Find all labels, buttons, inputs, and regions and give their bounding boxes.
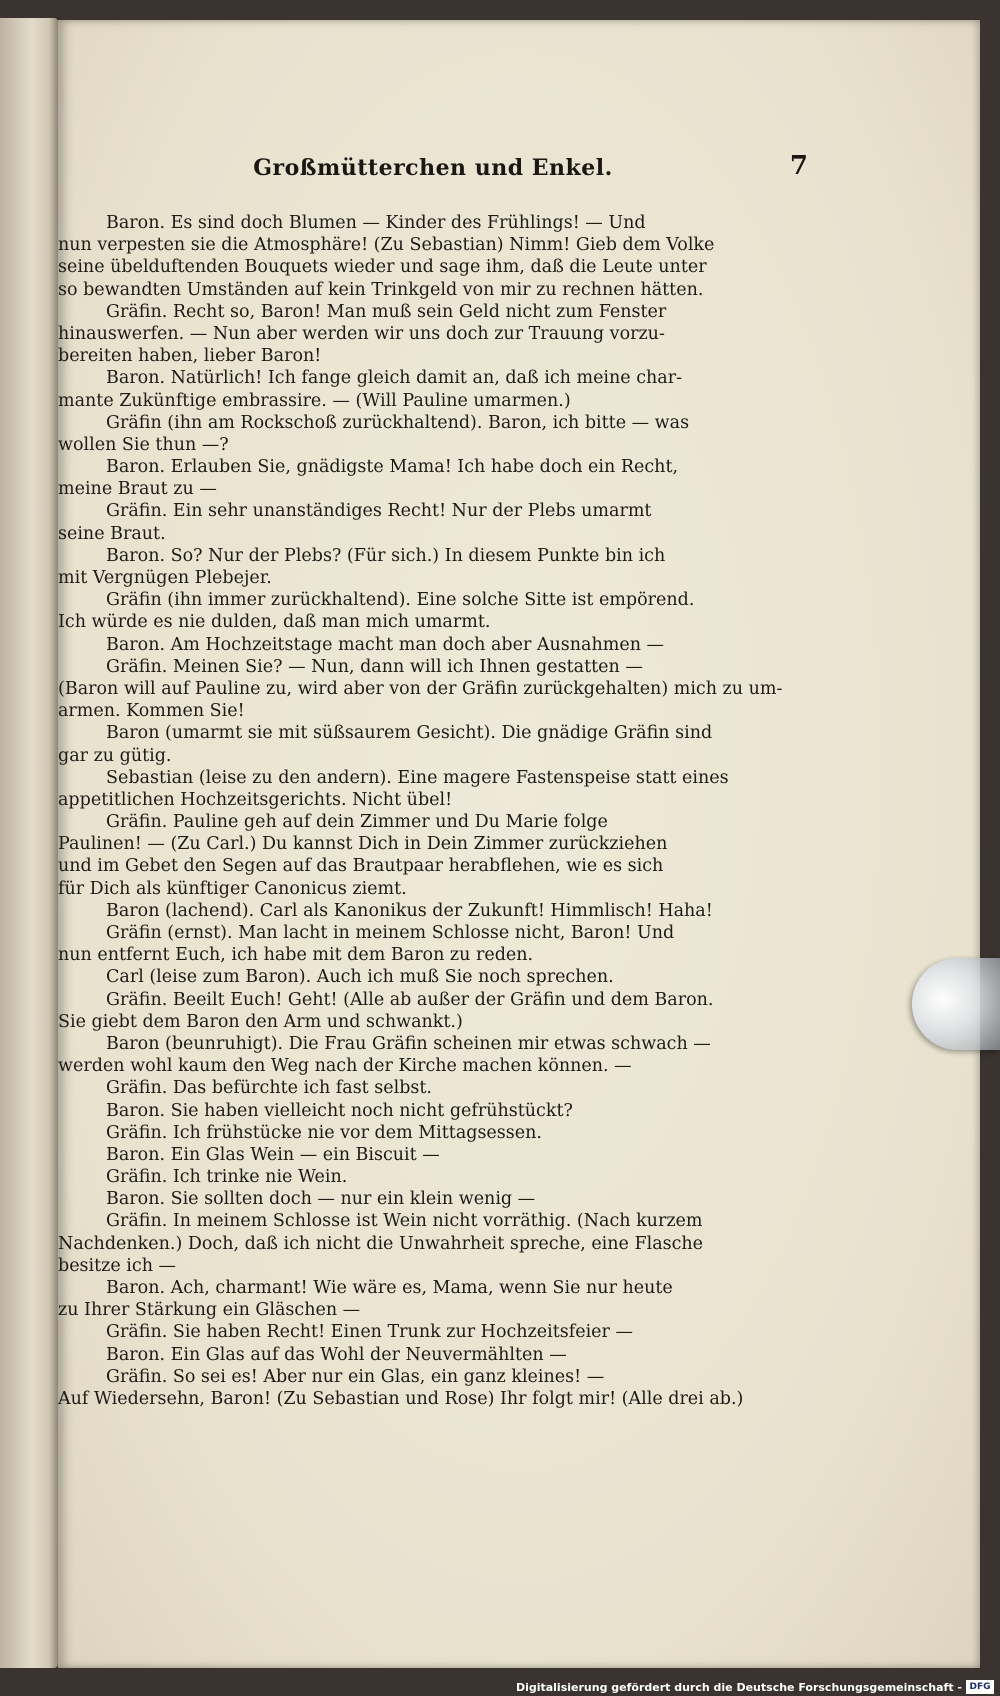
text-line: Carl (leise zum Baron). Auch ich muß Sie noch sprechen. (106, 967, 614, 988)
page-number: 7 (789, 151, 808, 181)
dfg-logo-icon: DFG (966, 1680, 994, 1694)
text-line: Baron. Ach, charmant! Wie wäre es, Mama, wenn Sie nur heute (106, 1278, 673, 1298)
text-line: Gräfin. Ich frühstücke nie vor dem Mittagsessen. (106, 1122, 542, 1143)
text-line: hinauswerfen. — Nun aber werden wir uns doch zur Trauung vorzu- (58, 323, 665, 344)
text-line: Baron. So? Nur der Plebs? (Für sich.) In diesem Punkte bin ich (106, 545, 666, 566)
text-line: Baron (umarmt sie mit süßsaurem Gesicht). Die gnädige Gräfin sind (106, 723, 713, 744)
text-line: Gräfin. So sei es! Aber nur ein Glas, ein ganz kleines! — (106, 1366, 605, 1387)
text-line: Nachdenken.) Doch, daß ich nicht die Unwahrheit spreche, eine Flasche (58, 1233, 704, 1254)
text-line: Baron (beunruhigt). Die Frau Gräfin scheinen mir etwas schwach — (106, 1033, 711, 1054)
text-line: mante Zukünftige embrassire. — (Will Pauline umarmen.) (58, 390, 571, 411)
text-line: Baron. Sie haben vielleicht noch nicht gefrühstückt? (106, 1100, 573, 1121)
text-line: bereiten haben, lieber Baron! (58, 346, 322, 367)
text-line: Baron. Am Hochzeitstage macht man doch aber Ausnahmen — (106, 634, 665, 655)
text-line: Baron (lachend). Carl als Kanonikus der Zukunft! Himmlisch! Haha! (106, 900, 713, 921)
text-line: Gräfin. Das befürchte ich fast selbst. (106, 1078, 432, 1099)
text-line: Auf Wiedersehn, Baron! (Zu Sebastian und Rose) Ihr folgt mir! (Alle drei ab.) (58, 1388, 744, 1409)
page-turn-handle[interactable] (912, 958, 1000, 1050)
text-line: mit Vergnügen Plebejer. (58, 568, 272, 588)
footer-credit: Digitalisierung gefördert durch die Deutsche Forschungsgemeinschaft - (515, 1681, 962, 1694)
text-line: Gräfin. In meinem Schlosse ist Wein nicht vorräthig. (Nach kurzem (106, 1211, 703, 1232)
text-line: wollen Sie thun —? (58, 434, 229, 455)
text-line: Gräfin (ernst). Man lacht in meinem Schlosse nicht, Baron! Und (106, 923, 675, 943)
running-title: Großmütterchen und Enkel. (253, 155, 613, 181)
text-line: Gräfin. Recht so, Baron! Man muß sein Geld nicht zum Fenster (106, 301, 667, 322)
text-line: seine übelduftenden Bouquets wieder und sage ihm, daß die Leute unter (58, 257, 707, 278)
text-line: besitze ich — (58, 1255, 177, 1276)
text-line: seine Braut. (58, 523, 166, 544)
text-line: Gräfin. Meinen Sie? — Nun, dann will ich Ihnen gestatten — (106, 656, 643, 677)
text-line: Sie giebt dem Baron den Arm und schwankt.) (58, 1011, 463, 1032)
text-line: Baron. Sie sollten doch — nur ein klein wenig — (106, 1189, 536, 1210)
text-line: Baron. Ein Glas Wein — ein Biscuit — (106, 1144, 440, 1165)
text-line: und im Gebet den Segen auf das Brautpaar herabflehen, wie es sich (58, 856, 664, 877)
text-line: Baron. Ein Glas auf das Wohl der Neuvermählten — (106, 1344, 567, 1365)
text-line: Gräfin (ihn immer zurückhaltend). Eine solche Sitte ist empörend. (106, 590, 695, 611)
text-line: Baron. Es sind doch Blumen — Kinder des Frühlings! — Und (106, 213, 646, 233)
text-line: Ich würde es nie dulden, daß man mich umarmt. (58, 612, 491, 633)
text-line: meine Braut zu — (58, 479, 217, 500)
text-line: für Dich als künftiger Canonicus ziemt. (58, 878, 407, 899)
page-header (58, 151, 808, 195)
text-line: werden wohl kaum den Weg nach der Kirche machen können. — (58, 1056, 632, 1077)
text-line: zu Ihrer Stärkung ein Gläschen — (58, 1300, 361, 1321)
text-line: nun verpesten sie die Atmosphäre! (Zu Sebastian) Nimm! Gieb dem Volke (58, 235, 715, 256)
text-line: nun entfernt Euch, ich habe mit dem Baron zu reden. (58, 945, 534, 966)
text-line: Gräfin. Ich trinke nie Wein. (106, 1167, 348, 1188)
left-page-edge (0, 18, 58, 1668)
text-line: Gräfin. Pauline geh auf dein Zimmer und Du Marie folge (106, 812, 608, 833)
text-line: Gräfin. Sie haben Recht! Einen Trunk zur Hochzeitsfeier — (106, 1322, 633, 1343)
text-line: Gräfin. Beeilt Euch! Geht! (Alle ab außer der Gräfin und dem Baron. (106, 989, 714, 1010)
text-line: appetitlichen Hochzeitsgerichts. Nicht übel! (58, 789, 453, 810)
text-line: Gräfin. Ein sehr unanständiges Recht! Nur der Plebs umarmt (106, 501, 652, 522)
text-line: gar zu gütig. (58, 745, 172, 766)
text-line: Baron. Erlauben Sie, gnädigste Mama! Ich habe doch ein Recht, (106, 457, 679, 478)
text-line: Baron. Natürlich! Ich fange gleich damit an, daß ich meine char- (106, 368, 682, 389)
text-line: (Baron will auf Pauline zu, wird aber von der Gräfin zurückgehalten) mich zu um- (58, 678, 783, 699)
text-line: Paulinen! — (Zu Carl.) Du kannst Dich in Dein Zimmer zurückziehen (58, 834, 668, 855)
text-line: so bewandten Umständen auf kein Trinkgeld von mir zu rechnen hätten. (58, 279, 704, 300)
text-line: Gräfin (ihn am Rockschoß zurückhaltend). Baron, ich bitte — was (106, 412, 690, 433)
text-line: armen. Kommen Sie! (58, 701, 245, 722)
text-line: Sebastian (leise zu den andern). Eine magere Fastenspeise statt eines (106, 767, 729, 788)
body-text (58, 212, 808, 1410)
